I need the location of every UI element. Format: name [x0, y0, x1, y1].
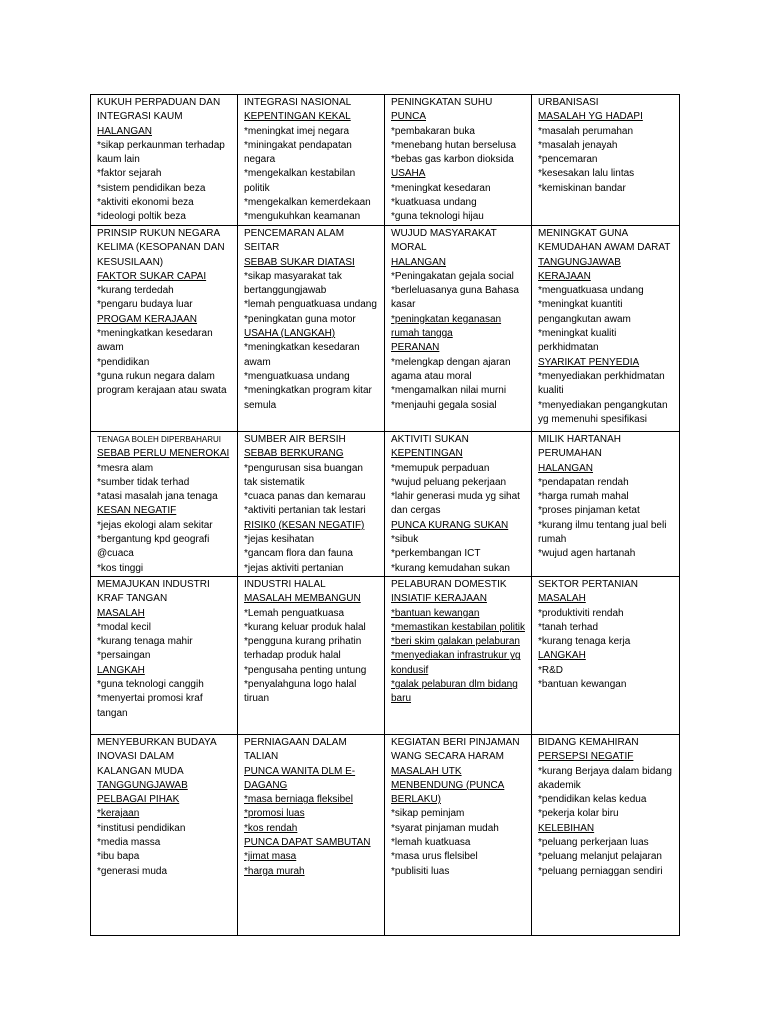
cell-line: *bantuan kewangan [538, 679, 627, 691]
cell-line: *peluang melanjut pelajaran [538, 851, 662, 863]
cell-line: *melengkap dengan ajaran agama atau moral [391, 356, 511, 382]
cell-line: *media massa [97, 837, 161, 849]
table-cell [532, 576, 680, 734]
table-cell [385, 226, 532, 432]
cell-line: *miningakat pendapatan negara [244, 139, 352, 166]
cell-line: SEBAB BERKURANG [244, 448, 344, 460]
cell-line: *pendidikan kelas kedua [538, 794, 647, 806]
cell-line: *Peningakatan gejala social [391, 270, 514, 282]
notes-table-body [91, 95, 680, 936]
table-cell [238, 576, 385, 734]
table-cell [238, 432, 385, 577]
cell-line: *persaingan [97, 650, 151, 662]
cell-heading: PENINGKATAN SUHU [391, 97, 493, 108]
cell-line: *kos rendah [244, 822, 298, 834]
cell-line: SEBAB SUKAR DIATASI [244, 256, 355, 268]
cell-line: *cuaca panas dan kemarau [244, 491, 366, 503]
cell-line: *mesra alam [97, 462, 154, 474]
table-cell [385, 432, 532, 577]
table-cell [91, 576, 238, 734]
cell-line: *R&D [538, 664, 564, 676]
cell-line: *kesesakan lalu lintas [538, 168, 635, 180]
table-cell [91, 734, 238, 935]
cell-line: USAHA [391, 168, 426, 180]
cell-line: PUNCA KURANG SUKAN [391, 519, 509, 531]
cell-line: *pendapatan rendah [538, 476, 629, 488]
cell-line: *sibuk [391, 534, 419, 546]
cell-line: *meningkat kuantiti pengangkutan awam [538, 299, 631, 325]
cell-line: *galak pelaburan dlm bidang baru [391, 679, 518, 705]
cell-line: *masa berniaga fleksibel [244, 794, 353, 806]
cell-line: *menguatkuasa undang [538, 285, 644, 297]
cell-line: SEBAB PERLU MENEROKAI [97, 448, 230, 460]
cell-line: *harga rumah mahal [538, 491, 629, 503]
cell-heading: MEMAJUKAN INDUSTRI KRAF TANGAN [97, 578, 210, 605]
cell-line: *pengurusan sisa buangan tak sistematik [244, 462, 363, 488]
cell-line: *modal kecil [97, 621, 151, 633]
cell-heading: PERNIAGAAN DALAM TALIAN [244, 736, 347, 763]
cell-heading: AKTIVITI SUKAN [391, 434, 469, 445]
cell-line: *perkembangan ICT [391, 548, 481, 560]
cell-line: *meningkatkan program kitar semula [244, 385, 372, 411]
cell-line: PUNCA DAPAT SAMBUTAN [244, 837, 371, 849]
cell-line: *bergantung kpd geografi @cuaca [97, 534, 210, 560]
cell-line: *masalah perumahan [538, 125, 634, 137]
notes-table [90, 94, 680, 936]
cell-heading: INTEGRASI NASIONAL [244, 97, 352, 108]
cell-line: *sistem pendidikan beza [97, 182, 206, 194]
cell-line: MASALAH [97, 607, 145, 619]
cell-line: MASALAH YG HADAPI [538, 111, 643, 123]
table-row [91, 95, 680, 226]
cell-line: *meningkat kualiti perkhidmatan [538, 328, 617, 354]
cell-line: *peluang perniaggan sendiri [538, 865, 663, 877]
cell-line: *mengukuhkan keamanan [244, 211, 361, 223]
table-cell [385, 95, 532, 226]
cell-line: *meningkatkan kesedaran awam [244, 342, 360, 368]
cell-line: *jimat masa [244, 851, 297, 863]
cell-line: *aktiviti pertanian tak lestari [244, 505, 366, 517]
cell-line: *menguatkuasa undang [244, 370, 350, 382]
cell-line: *penyalahguna logo halal tiruan [244, 679, 357, 705]
cell-line: *pendidikan [97, 356, 150, 368]
table-cell [532, 95, 680, 226]
cell-line: *gancam flora dan fauna [244, 548, 353, 560]
cell-line: PERANAN [391, 342, 440, 354]
cell-line: *ibu bapa [97, 851, 140, 863]
cell-line: *mengamalkan nilai murni [391, 385, 507, 397]
table-cell [385, 576, 532, 734]
cell-line: *menyertai promosi kraf tangan [97, 693, 203, 719]
cell-heading: PELABURAN DOMESTIK [391, 578, 507, 590]
cell-line: TANGUNGJAWAB KERAJAAN [538, 256, 621, 282]
cell-line: *mengekalkan kestabilan politik [244, 168, 356, 194]
table-row [91, 226, 680, 432]
table-cell [532, 734, 680, 935]
cell-line: *harga murah [244, 865, 305, 877]
cell-line: *aktiviti ekonomi beza [97, 197, 194, 209]
cell-line: PUNCA WANITA DLM E-DAGANG [244, 765, 356, 791]
table-row [91, 432, 680, 577]
cell-line: MASALAH MEMBANGUN [244, 593, 361, 605]
cell-line: *sikap masyarakat tak bertanggungjawab [244, 270, 342, 297]
table-cell [385, 734, 532, 935]
cell-line: *pengusaha penting untung [244, 664, 367, 676]
cell-line: *pengguna kurang prihatin terhadap produk halal [244, 636, 362, 662]
cell-line: *lemah kuatkuasa [391, 837, 471, 849]
cell-line: *sikap perkaunman terhadap kaum lain [97, 139, 225, 166]
cell-line: *menebang hutan berselusa [391, 139, 517, 151]
cell-line: *masa urus flelsibel [391, 851, 478, 863]
cell-line: *menyediakan pengangkutan yg memenuhi spesifikasi [538, 399, 668, 425]
cell-line: *menyediakan perkhidmatan kualiti [538, 370, 665, 397]
cell-line: *produktiviti rendah [538, 607, 624, 619]
cell-line: *kurang Berjaya dalam bidang akademik [538, 765, 672, 791]
cell-line: HALANGAN [391, 256, 447, 268]
cell-line: *menjauhi gegala sosial [391, 399, 497, 411]
cell-line: *peningkatan guna motor [244, 313, 356, 325]
cell-line: *kurang ilmu tentang jual beli rumah [538, 519, 667, 546]
cell-heading: MILIK HARTANAH PERUMAHAN [538, 434, 621, 460]
cell-heading: MENINGKAT GUNA KEMUDAHAN AWAM DARAT [538, 228, 671, 254]
cell-line: *sikap peminjam [391, 808, 465, 820]
cell-line: *pengaru budaya luar [97, 299, 193, 311]
cell-line: *ideologi poltik beza [97, 211, 186, 223]
cell-line: *meningkatkan kesedaran awam [97, 328, 213, 354]
cell-line: *Lemah penguatkuasa [244, 607, 345, 619]
cell-line: PUNCA [391, 111, 427, 123]
cell-heading: MENYEBURKAN BUDAYA INOVASI DALAM KALANGAN MUDA [97, 736, 217, 777]
cell-line: KELEBIHAN [538, 822, 595, 834]
cell-heading: SUMBER AIR BERSIH [244, 434, 346, 445]
cell-heading: KUKUH PERPADUAN DAN INTEGRASI KAUM [97, 97, 221, 123]
cell-line: *menyediakan infrastrukur yg kondusif [391, 650, 521, 676]
cell-line: RISIK0 (KESAN NEGATIF) [244, 519, 365, 531]
cell-heading: PENCEMARAN ALAM SEITAR [244, 228, 345, 254]
cell-line: *mengekalkan kemerdekaan [244, 197, 371, 209]
cell-line: HALANGAN [97, 125, 153, 137]
cell-line: *kurang tenaga mahir [97, 636, 193, 648]
cell-heading: WUJUD MASYARAKAT MORAL [391, 228, 497, 254]
cell-line: *peluang perkerjaan luas [538, 837, 649, 849]
cell-line: *kurang kemudahan sukan [391, 562, 510, 574]
cell-line: *jejas aktiviti pertanian [244, 562, 344, 574]
cell-line: *beri skim galakan pelaburan [391, 636, 520, 648]
cell-heading: KEGIATAN BERI PINJAMAN WANG SECARA HARAM [391, 736, 520, 763]
cell-line: *guna teknologi canggih [97, 679, 204, 691]
cell-line: *pencemaran [538, 154, 598, 166]
cell-line: HALANGAN [538, 462, 594, 474]
cell-line: *sumber tidak terhad [97, 476, 190, 488]
cell-line: TANGGUNGJAWAB PELBAGAI PIHAK [97, 779, 188, 806]
cell-line: *kerajaan [97, 808, 140, 820]
cell-line: *kurang keluar produk halal [244, 621, 366, 633]
cell-line: SYARIKAT PENYEDIA [538, 356, 640, 368]
table-cell [532, 432, 680, 577]
cell-line: *generasi muda [97, 865, 168, 877]
cell-line: *bebas gas karbon dioksida [391, 154, 514, 166]
table-cell [532, 226, 680, 432]
cell-line: *kurang tenaga kerja [538, 636, 631, 648]
cell-line: *lahir generasi muda yg sihat dan cergas [391, 491, 520, 517]
cell-line: MASALAH [538, 593, 586, 605]
cell-line: *pembakaran buka [391, 125, 475, 137]
cell-line: *meningkat imej negara [244, 125, 350, 137]
cell-line: *kuatkuasa undang [391, 197, 477, 209]
table-cell [238, 734, 385, 935]
cell-heading: TENAGA BOLEH DIPERBAHARUI [97, 435, 222, 444]
cell-line: KESAN NEGATIF [97, 505, 177, 517]
cell-line: MASALAH UTK MENBENDUNG (PUNCA BERLAKU) [391, 765, 505, 806]
cell-line: *kemiskinan bandar [538, 182, 626, 194]
table-row [91, 576, 680, 734]
table-cell [91, 95, 238, 226]
cell-line: *memastikan kestabilan politik [391, 621, 525, 633]
cell-line: KEPENTINGAN KEKAL [244, 111, 351, 123]
cell-line: *pekerja kolar biru [538, 808, 619, 820]
cell-line: *faktor sejarah [97, 168, 162, 180]
cell-line: *jejas ekologi alam sekitar [97, 519, 213, 531]
cell-line: *proses pinjaman ketat [538, 505, 640, 517]
cell-line: *jejas kesihatan [244, 534, 315, 546]
cell-line: INSIATIF KERAJAAN [391, 593, 487, 605]
cell-heading: BIDANG KEMAHIRAN [538, 736, 639, 748]
cell-line: *memupuk perpaduan [391, 462, 490, 474]
cell-heading: SEKTOR PERTANIAN [538, 578, 639, 590]
cell-line: *peningkatan keganasan rumah tangga [391, 313, 502, 340]
cell-line: PERSEPSI NEGATIF [538, 751, 634, 763]
cell-line: *atasi masalah jana tenaga [97, 491, 218, 503]
cell-line: *bantuan kewangan [391, 607, 480, 619]
cell-line: LANGKAH [97, 664, 145, 676]
table-row [91, 734, 680, 935]
cell-line: FAKTOR SUKAR CAPAI [97, 270, 207, 282]
table-cell [91, 432, 238, 577]
cell-line: *meningkat kesedaran [391, 182, 491, 194]
cell-line: *guna rukun negara dalam program kerajaan atau swata [97, 370, 227, 397]
cell-line: *publisiti luas [391, 865, 450, 877]
table-cell [91, 226, 238, 432]
cell-line: *syarat pinjaman mudah [391, 822, 499, 834]
cell-line: *berleluasanya guna Bahasa kasar [391, 285, 519, 311]
cell-line: PROGAM KERAJAAN [97, 313, 198, 325]
cell-line: *lemah penguatkuasa undang [244, 299, 377, 311]
cell-heading: URBANISASI [538, 97, 599, 108]
cell-line: *tanah terhad [538, 621, 599, 633]
cell-line: *masalah jenayah [538, 139, 618, 151]
cell-line: *kurang terdedah [97, 285, 174, 297]
cell-line: *guna teknologi hijau [391, 211, 484, 223]
cell-line: USAHA (LANGKAH) [244, 328, 336, 340]
cell-line: *kos tinggi [97, 562, 144, 574]
table-cell [238, 95, 385, 226]
cell-line: KEPENTINGAN [391, 448, 463, 460]
cell-heading: PRINSIP RUKUN NEGARA KELIMA (KESOPANAN DAN KESUSILAAN) [97, 228, 225, 268]
cell-line: LANGKAH [538, 650, 586, 662]
cell-line: *promosi luas [244, 808, 305, 820]
cell-line: *wujud peluang pekerjaan [391, 476, 507, 488]
cell-line: *wujud agen hartanah [538, 548, 636, 560]
table-cell [238, 226, 385, 432]
cell-heading: INDUSTRI HALAL [244, 578, 326, 590]
cell-line: *institusi pendidikan [97, 822, 186, 834]
